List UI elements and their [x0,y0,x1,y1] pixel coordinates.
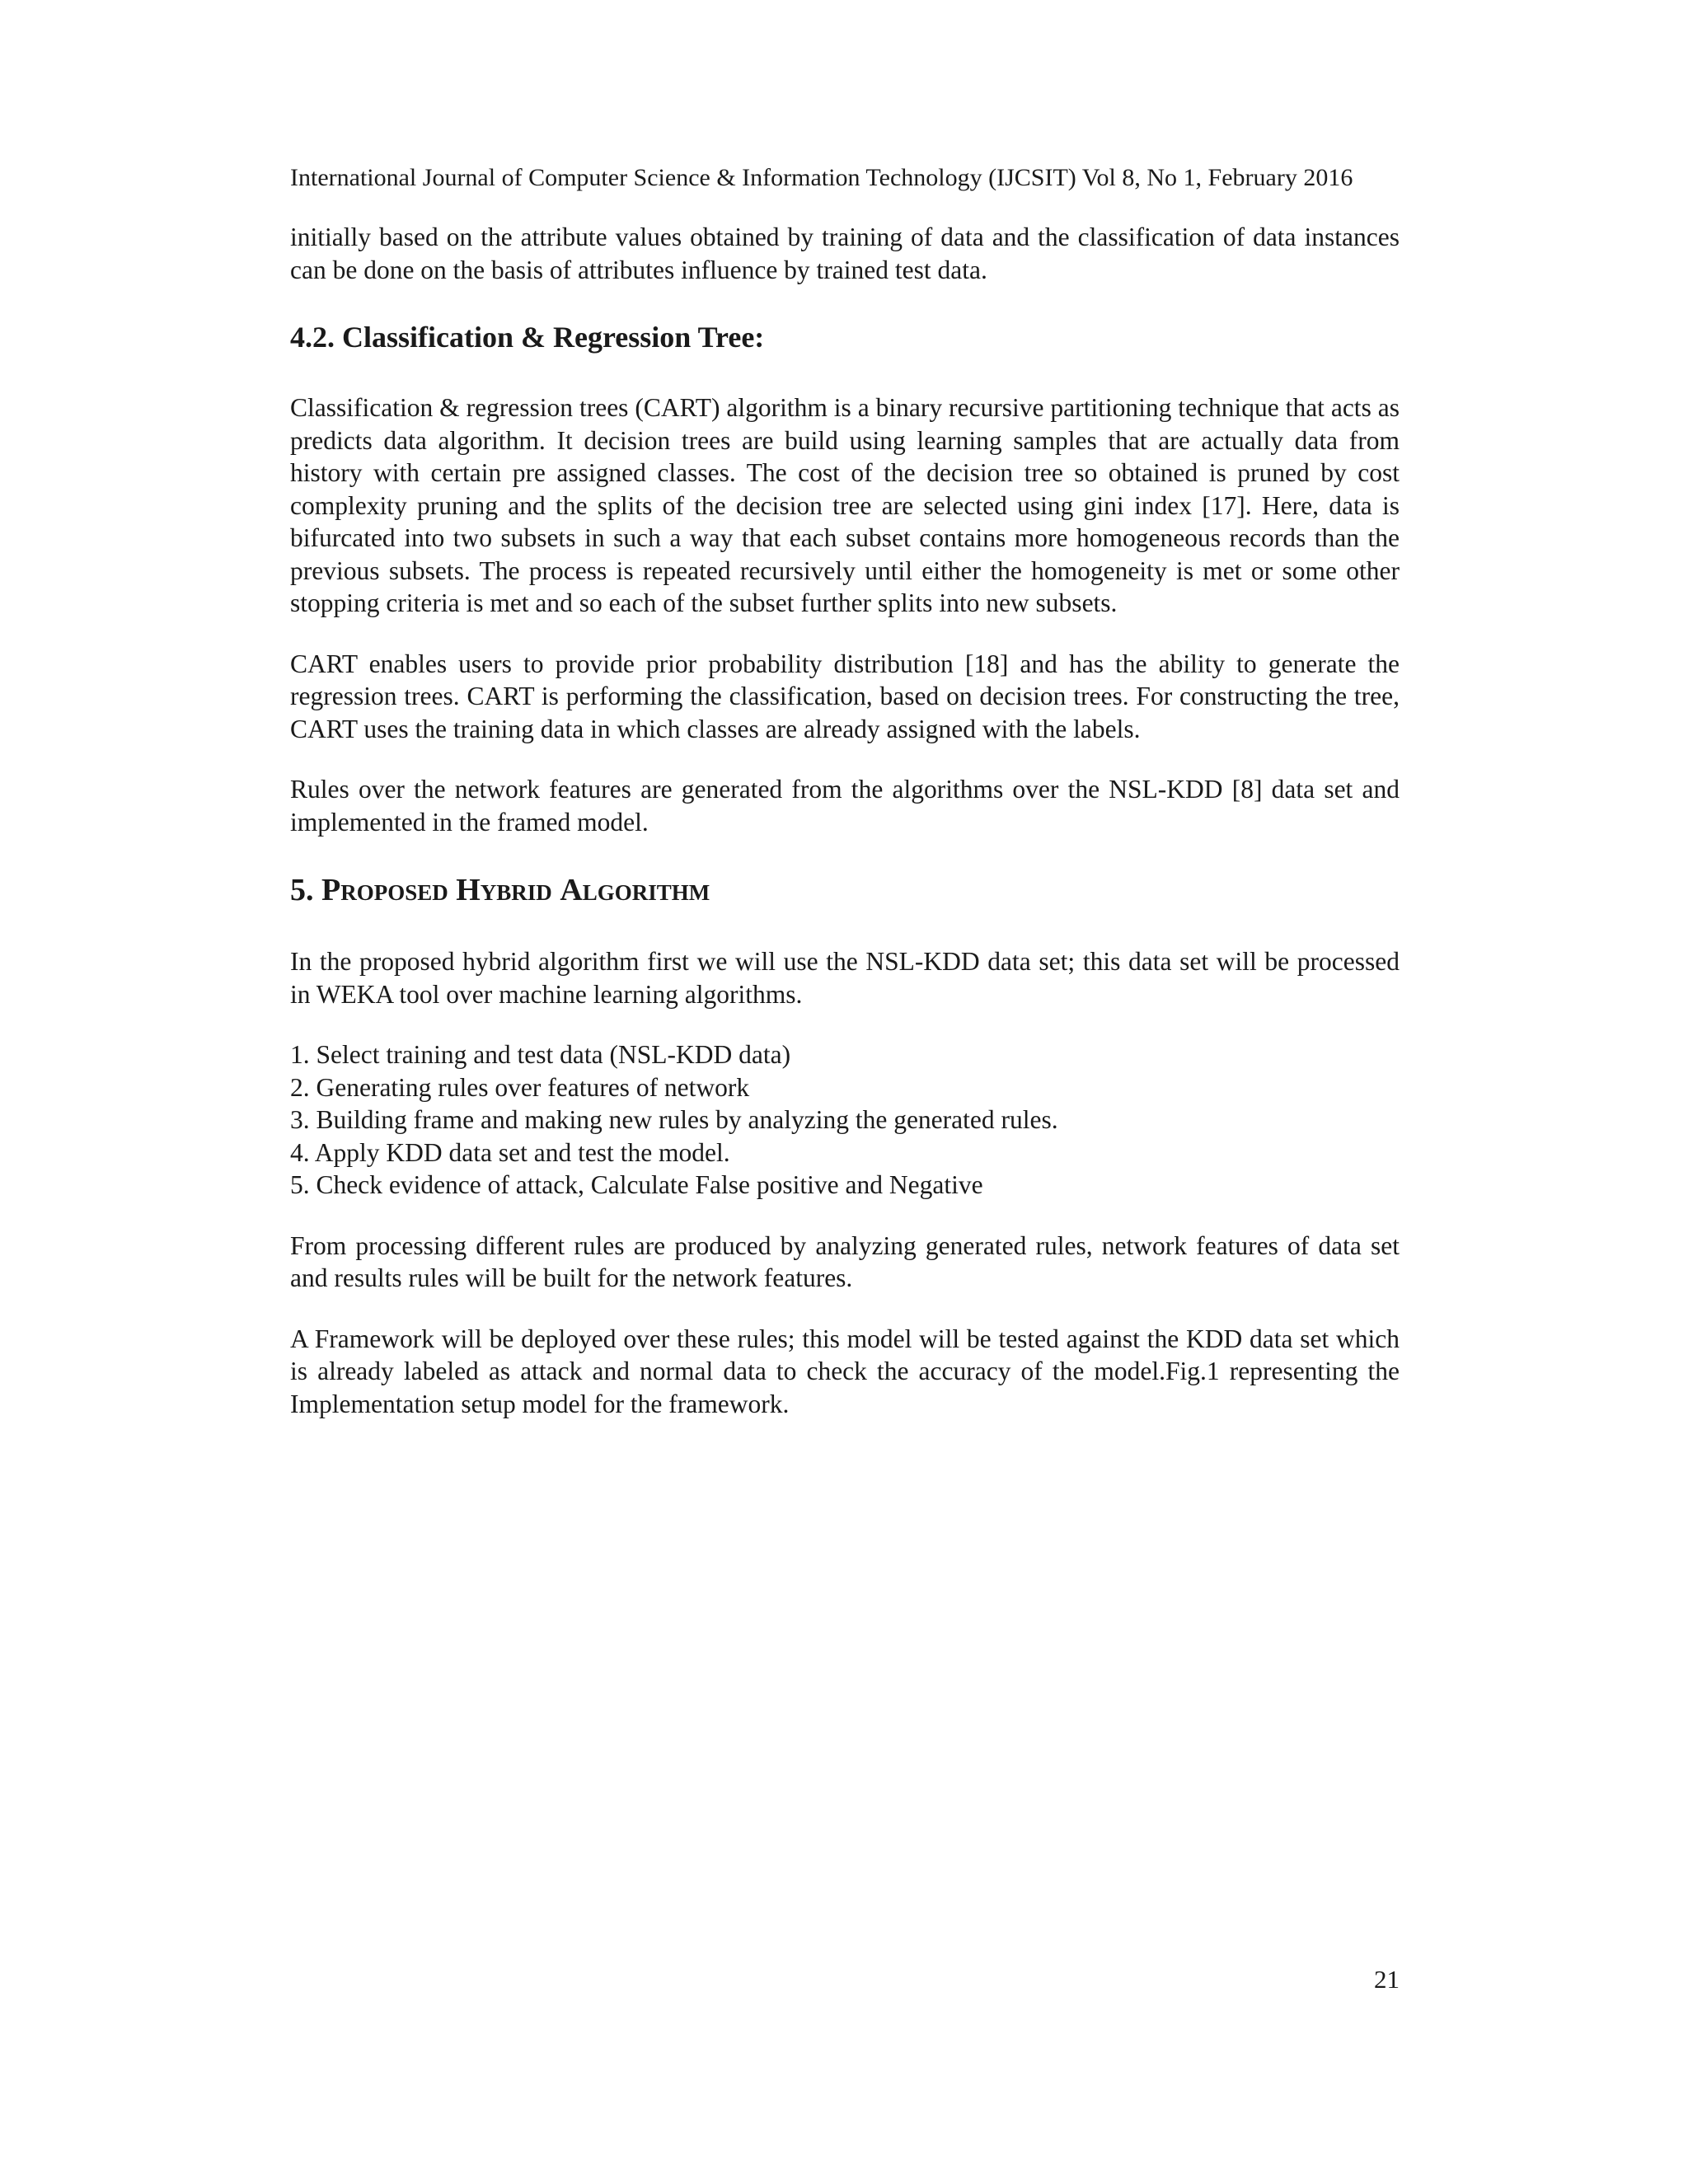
section-5-word-hybrid: Hybrid [456,873,552,907]
algorithm-step-3: 3. Building frame and making new rules by analyzing the generated rules. [290,1105,1058,1134]
algorithm-step-1: 1. Select training and test data (NSL-KDD data) [290,1040,791,1069]
section-5-word-algorithm: Algorithm [560,873,710,907]
page-number: 21 [1374,1965,1400,1994]
section-5-intro: In the proposed hybrid algorithm first we will use the NSL-KDD data set; this data set will be processed in WEKA tool over machine learning algorithms. [290,947,1400,1009]
cart-paragraph-3: Rules over the network features are generated from the algorithms over the NSL-KDD [8] data set and implemented in the framed model. [290,775,1400,837]
algorithm-step-2: 2. Generating rules over features of network [290,1072,750,1102]
section-5-number: 5. [290,873,314,907]
section-5-word-proposed: Proposed [321,873,448,907]
cart-paragraph-2: CART enables users to provide prior probability distribution [18] and has the ability to generate the regression trees. CART is performing the classification, based on decision trees. For constructing the tree, CART uses the training data in which classes are already assigned with the labels. [290,649,1400,743]
intro-paragraph: initially based on the attribute values obtained by training of data and the classification of data instances can be done on the basis of attributes influence by trained test data. [290,223,1400,284]
algorithm-steps-list [290,1038,1400,1202]
section-4-2-heading: 4.2. Classification & Regression Tree: [290,321,765,354]
section-5-heading [290,871,1400,909]
section-5-paragraph-1: From processing different rules are produced by analyzing generated rules, network features of data set and results rules will be built for the network features. [290,1230,1400,1292]
section-5-paragraph-2: A Framework will be deployed over these rules; this model will be tested against the KDD data set which is already labeled as attack and normal data to check the accuracy of the model.Fig.1 representing the Implementation setup model for the framework. [290,1324,1400,1418]
running-header: International Journal of Computer Science & Information Technology (IJCSIT) Vol 8, No 1, February 2016 [290,164,1353,191]
page-content [290,221,1400,1420]
algorithm-step-5: 5. Check evidence of attack, Calculate False positive and Negative [290,1170,983,1199]
cart-paragraph-1: Classification & regression trees (CART) algorithm is a binary recursive partitioning technique that acts as predicts data algorithm. It decision trees are build using learning samples that are actually data from history with certain pre assigned classes. The cost of the decision tree so obtained is pruned by cost complexity pruning and the splits of the decision tree are selected using gini index [17]. Here, data is bifurcated into two subsets in such a way that each subset contains more homogeneous records than the previous subsets. The process is repeated recursively until either the homogeneity is met or some other stopping criteria is met and so each of the subset further splits into new subsets. [290,393,1400,617]
algorithm-step-4: 4. Apply KDD data set and test the model. [290,1137,730,1167]
